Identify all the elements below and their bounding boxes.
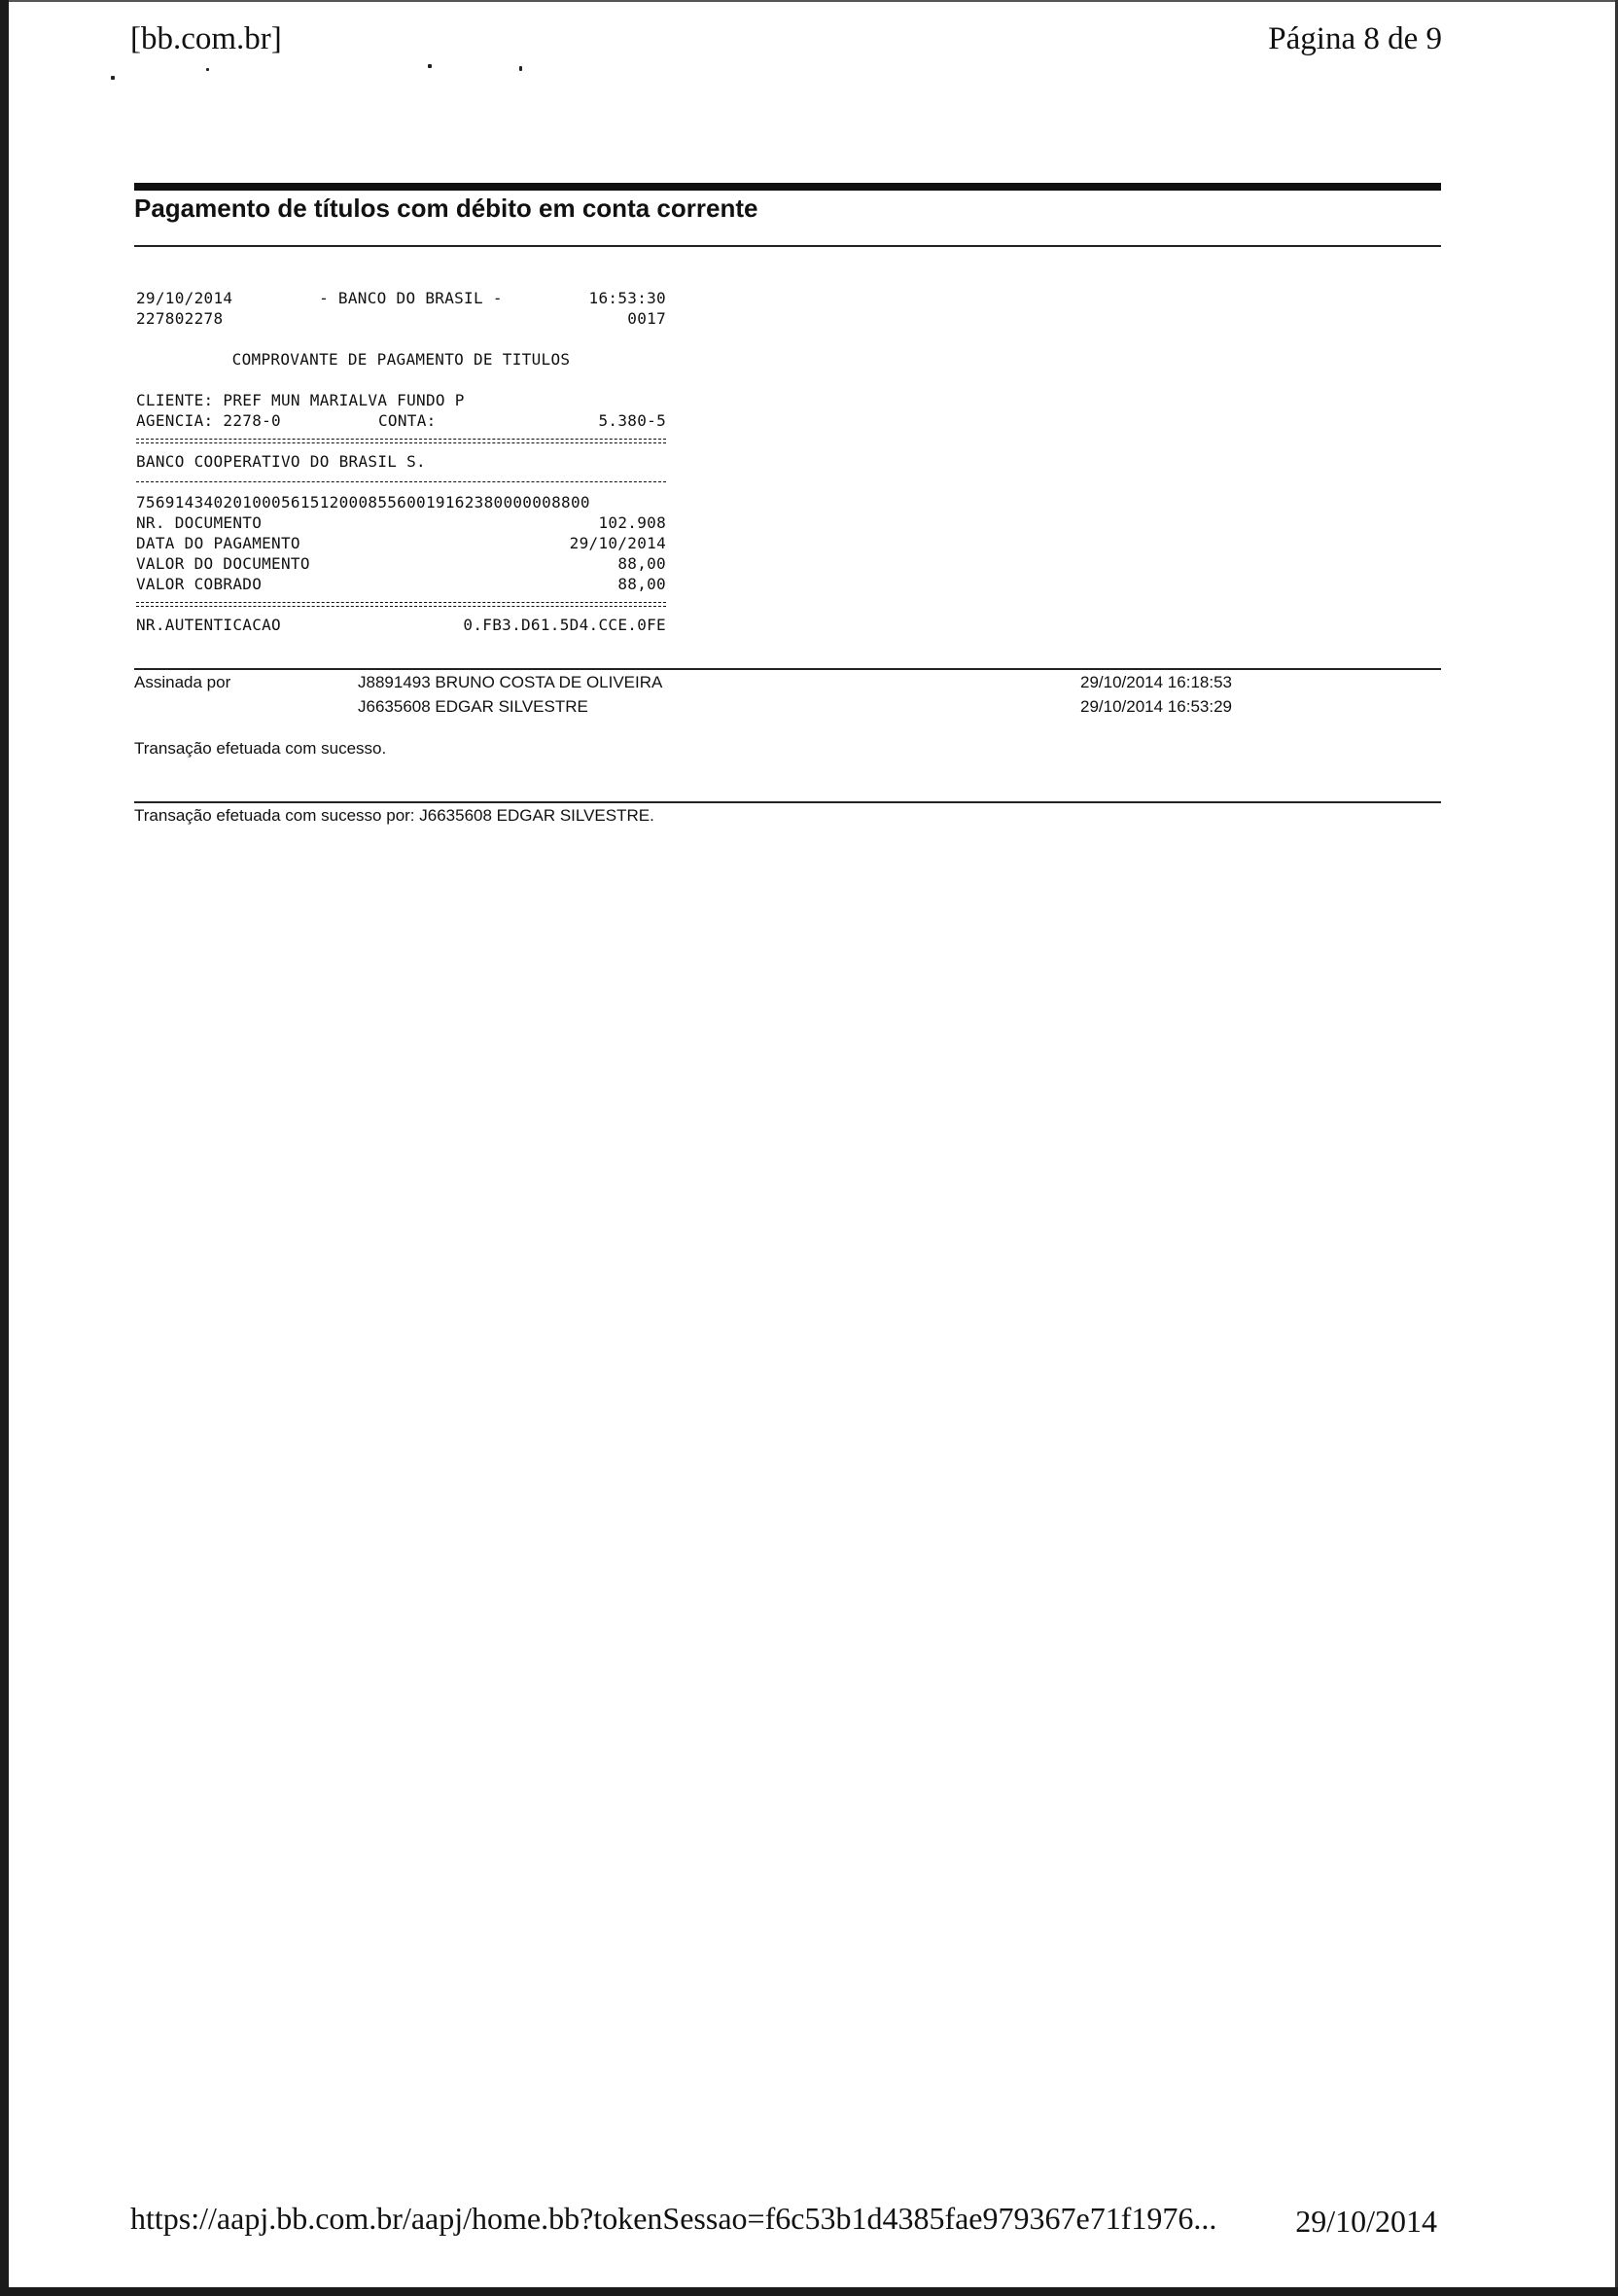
receipt-docvalue-row xyxy=(136,553,666,574)
transaction-status: Transação efetuada com sucesso. xyxy=(134,739,387,758)
client-name: CLIENTE: PREF MUN MARIALVA FUNDO P xyxy=(136,391,465,409)
receipt-heading: COMPROVANTE DE PAGAMENTO DE TITULOS xyxy=(231,350,571,369)
account-label: CONTA: xyxy=(378,411,437,430)
charged-value: 88,00 xyxy=(617,575,666,593)
page-number: Página 8 de 9 xyxy=(1268,21,1442,56)
auth-label: NR.AUTENTICACAO xyxy=(136,616,281,634)
scan-speck xyxy=(206,68,209,71)
scan-speck xyxy=(111,76,115,80)
page-title: Pagamento de títulos com débito em conta corrente xyxy=(134,194,758,223)
paydate-value: 29/10/2014 xyxy=(569,534,666,552)
receipt-terminal-row xyxy=(136,308,666,329)
receipt-date: 29/10/2014 xyxy=(136,289,233,307)
signed-by-label: Assinada por xyxy=(134,673,231,691)
auth-value: 0.FB3.D61.5D4.CCE.0FE xyxy=(463,616,666,634)
scan-border-top xyxy=(0,0,1618,2)
status-divider xyxy=(134,801,1441,803)
receipt-client xyxy=(136,390,666,410)
scan-border-left xyxy=(0,0,9,2296)
signature-date: 29/10/2014 16:18:53 xyxy=(1080,673,1232,691)
receipt-barcode xyxy=(136,492,666,512)
footer-url: https://aapj.bb.com.br/aapj/home.bb?tokenSessao=f6c53b1d4385fae979367e71f1976... xyxy=(130,2201,1217,2236)
paydate-label: DATA DO PAGAMENTO xyxy=(136,534,300,552)
title-bar xyxy=(134,183,1441,191)
doc-value: 102.908 xyxy=(598,513,666,532)
receipt-auth-row xyxy=(136,615,666,635)
footer-date: 29/10/2014 xyxy=(1295,2204,1437,2239)
receipt-beneficiary xyxy=(136,451,666,472)
title-divider xyxy=(134,245,1441,247)
receipt-separator xyxy=(136,472,666,492)
receipt-doc-row xyxy=(136,512,666,533)
barcode-number: 75691434020100056151200085560019162380000008800 xyxy=(136,493,590,512)
receipt-terminal: 227802278 xyxy=(136,309,224,328)
receipt-bank: - BANCO DO BRASIL - xyxy=(319,289,503,307)
scan-speck xyxy=(428,64,432,68)
signatures-divider xyxy=(134,668,1441,670)
receipt-charged-row xyxy=(136,574,666,594)
signer-name: J6635608 EDGAR SILVESTRE xyxy=(358,697,588,716)
receipt-agency-row xyxy=(136,410,666,431)
header-site: [bb.com.br] xyxy=(130,21,282,56)
agency: AGENCIA: 2278-0 xyxy=(136,411,281,430)
receipt-separator xyxy=(136,594,666,615)
beneficiary-name: BANCO COOPERATIVO DO BRASIL S. xyxy=(136,452,426,471)
receipt-paydate-row xyxy=(136,533,666,553)
docvalue-label: VALOR DO DOCUMENTO xyxy=(136,554,310,573)
transaction-status-by: Transação efetuada com sucesso por: J6635608 EDGAR SILVESTRE. xyxy=(134,806,654,825)
receipt-time: 16:53:30 xyxy=(588,289,666,307)
receipt-sequence: 0017 xyxy=(627,309,666,328)
scan-border-bottom xyxy=(0,2287,1618,2296)
charged-label: VALOR COBRADO xyxy=(136,575,263,593)
signer-name: J8891493 BRUNO COSTA DE OLIVEIRA xyxy=(358,673,663,691)
receipt-header-row xyxy=(136,288,666,308)
account-number: 5.380-5 xyxy=(598,411,666,430)
receipt-separator xyxy=(136,431,666,451)
docvalue-value: 88,00 xyxy=(617,554,666,573)
scan-speck xyxy=(519,66,522,71)
doc-label: NR. DOCUMENTO xyxy=(136,513,263,532)
signature-date: 29/10/2014 16:53:29 xyxy=(1080,697,1232,716)
payment-receipt xyxy=(136,288,666,635)
